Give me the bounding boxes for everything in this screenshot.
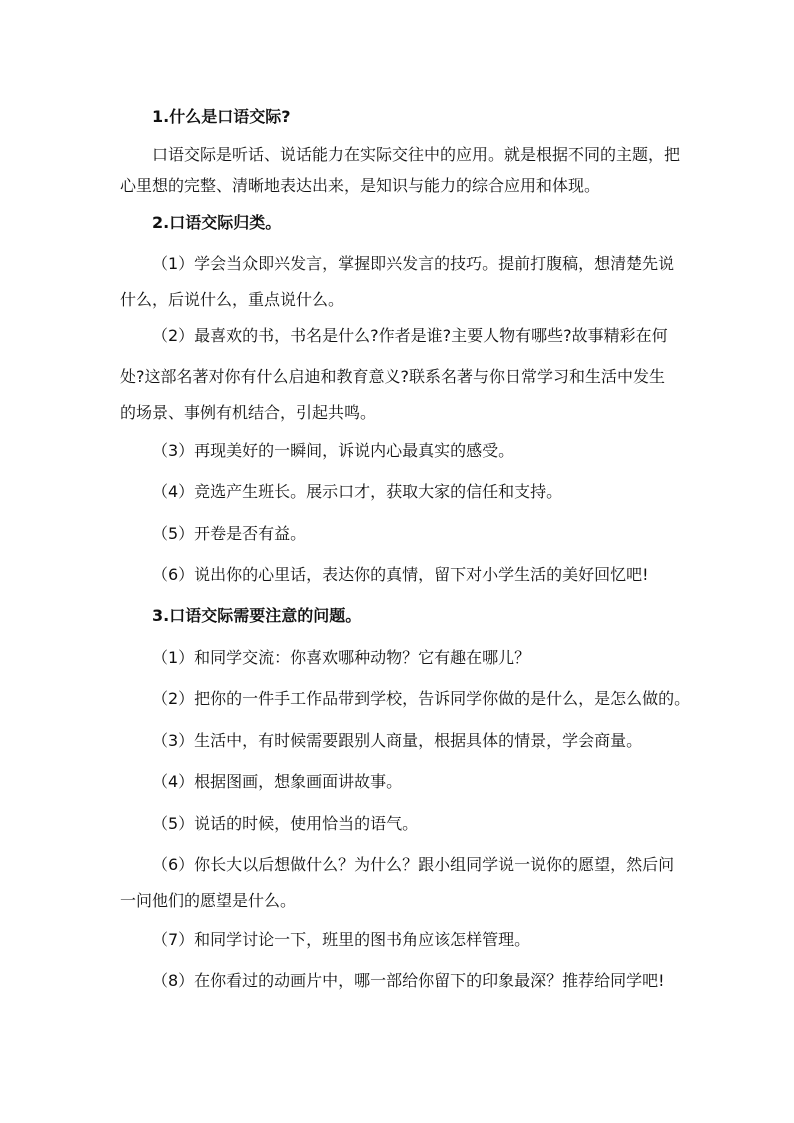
section-3-item-3: （3）生活中，有时候需要跟别人商量，根据具体的情景，学会商量。 (152, 731, 643, 750)
section-2-item-5: （5）开卷是否有益。 (152, 524, 307, 543)
section-2-item-2-line-1: （2）最喜欢的书，书名是什么?作者是谁?主要人物有哪些?故事精彩在何 (152, 326, 668, 345)
section-2-item-3: （3）再现美好的一瞬间，诉说内心最真实的感受。 (152, 441, 515, 460)
section-2-item-6: （6）说出你的心里话，表达你的真情，留下对小学生活的美好回忆吧! (152, 565, 649, 584)
section-2-item-4: （4）竞选产生班长。展示口才，获取大家的信任和支持。 (152, 482, 563, 501)
section-2-item-2-line-2: 处?这部名著对你有什么启迪和教育意义?联系名著与你日常学习和生活中发生 (120, 367, 665, 386)
section-3-item-7: （7）和同学讨论一下，班里的图书角应该怎样管理。 (152, 930, 531, 949)
section-2-item-1-line-2: 什么，后说什么，重点说什么。 (120, 290, 345, 309)
section-3-item-6-line-1: （6）你长大以后想做什么？为什么？跟小组同学说一说你的愿望，然后问 (152, 855, 675, 874)
section-1-paragraph-line-1: 口语交际是听话、说话能力在实际交往中的应用。就是根据不同的主题，把 (152, 145, 681, 164)
section-3-item-5: （5）说话的时候，使用恰当的语气。 (152, 814, 419, 833)
section-3-item-8: （8）在你看过的动画片中，哪一部给你留下的印象最深？推荐给同学吧! (152, 971, 665, 990)
section-2-item-2-line-3: 的场景、事例有机结合，引起共鸣。 (120, 403, 377, 422)
section-1-heading: 1.什么是口语交际? (152, 107, 291, 126)
section-2-heading: 2.口语交际归类。 (152, 213, 282, 232)
section-3-item-2: （2）把你的一件手工作品带到学校，告诉同学你做的是什么，是怎么做的。 (152, 689, 691, 708)
section-1-paragraph-line-2: 心里想的完整、清晰地表达出来，是知识与能力的综合应用和体现。 (120, 176, 601, 195)
section-3-item-6-line-2: 一问他们的愿望是什么。 (120, 891, 297, 910)
section-2-item-1-line-1: （1）学会当众即兴发言，掌握即兴发言的技巧。提前打腹稿，想清楚先说 (152, 254, 675, 273)
section-3-item-1: （1）和同学交流：你喜欢哪种动物？它有趣在哪儿？ (152, 648, 531, 667)
section-3-item-4: （4）根据图画，想象画面讲故事。 (152, 772, 403, 791)
section-3-heading: 3.口语交际需要注意的问题。 (152, 606, 362, 625)
